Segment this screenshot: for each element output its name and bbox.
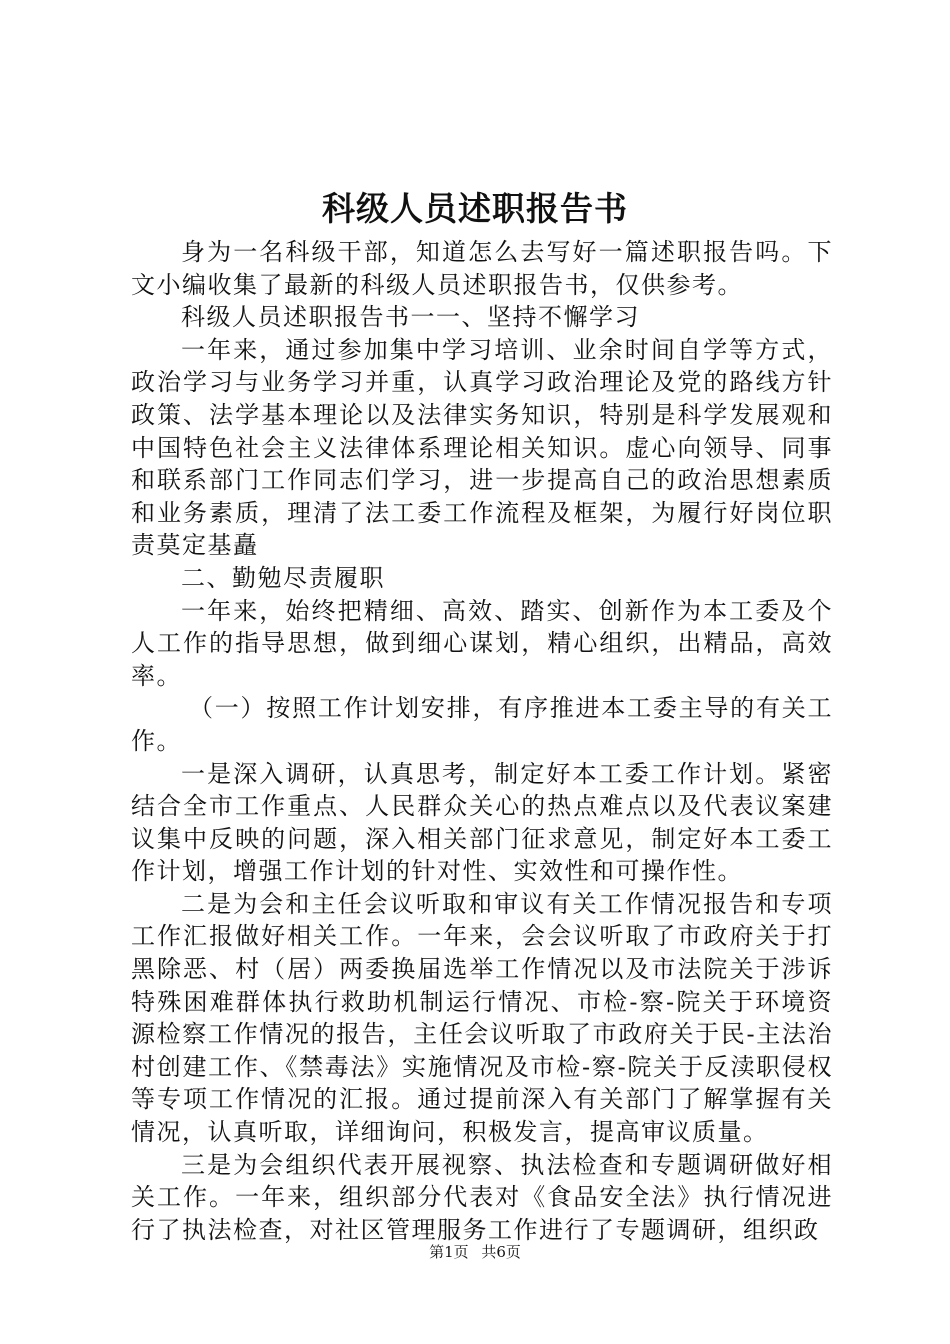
section-heading-2: 二、勤勉尽责履职 [181,563,385,592]
subsection-heading: （一）按照工作计划安排，有序推进本工委主导的有关工作。 [131,694,833,755]
body-paragraph: 一年来，始终把精细、高效、踏实、创新作为本工委及个人工作的指导思想，做到细心谋划，精心组织，出精品，高效率。 [131,596,833,690]
document-title: 科级人员述职报告书 [322,189,628,228]
body-paragraph: 三是为会组织代表开展视察、执法检查和专题调研做好相关工作。一年来，组织部分代表对《食品安全法》执行情况进行了执法检查，对社区管理服务工作进行了专题调研，组织政 [131,1150,833,1244]
document-body [131,236,833,1246]
section-heading-1: 科级人员述职报告书一一、坚持不懈学习 [181,303,640,332]
page-number: 第1页 [429,1243,469,1261]
body-paragraph: 一年来，通过参加集中学习培训、业余时间自学等方式，政治学习与业务学习并重，认真学习政治理论及党的路线方针政策、法学基本理论以及法律实务知识，特别是科学发展观和中国特色社会主义法律体系理论相关知识。虚心向领导、同事和联系部门工作同志们学习，进一步提高自己的政治思想素质和业务素质，理清了法工委工作流程及框架，为履行好岗位职责莫定基矗 [131,335,833,560]
intro-paragraph: 身为一名科级干部，知道怎么去写好一篇述职报告吗。下文小编收集了最新的科级人员述职报告书，仅供参考。 [131,238,833,299]
body-paragraph: 二是为会和主任会议听取和审议有关工作情况报告和专项工作汇报做好相关工作。一年来，会会议听取了市政府关于打黑除恶、村（居）两委换届选举工作情况以及市法院关于涉诉特殊困难群体执行救助机制运行情况、市检-察-院关于环境资源检察工作情况的报告，主任会议听取了市政府关于民-主法治村创建工作、《禁毒法》实施情况及市检-察-院关于反渎职侵权等专项工作情况的汇报。通过提前深入有关部门了解掌握有关情况，认真听取，详细询问，积极发言，提高审议质量。 [131,889,833,1147]
page-total: 共6页 [481,1243,521,1261]
page-footer [0,1242,950,1262]
body-paragraph: 一是深入调研，认真思考，制定好本工委工作计划。紧密结合全市工作重点、人民群众关心的热点难点以及代表议案建议集中反映的问题，深入相关部门征求意见，制定好本工委工作计划，增强工作计划的针对性、实效性和可操作性。 [131,759,833,886]
